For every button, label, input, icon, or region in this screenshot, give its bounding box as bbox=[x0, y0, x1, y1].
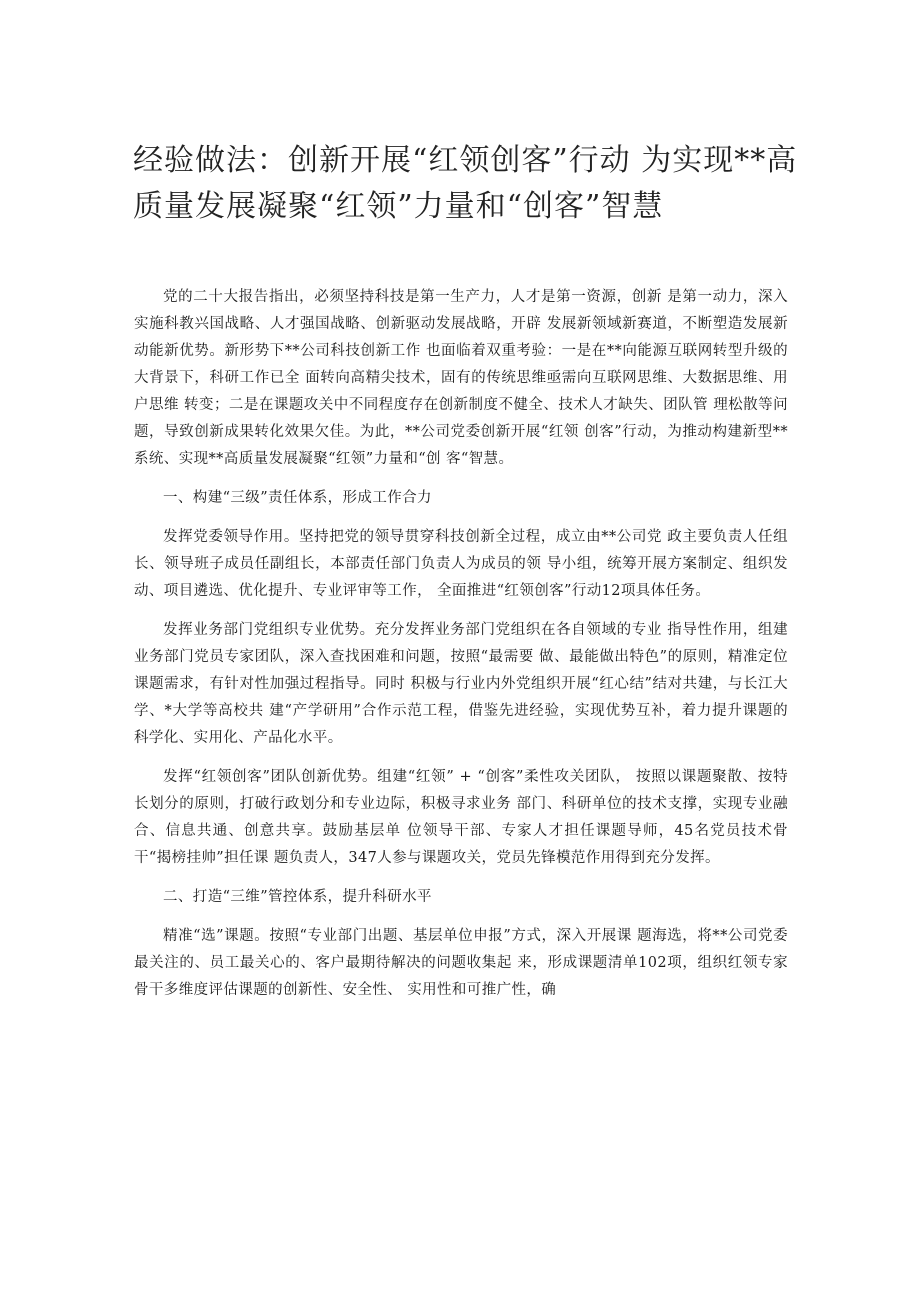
document-body bbox=[134, 284, 788, 1016]
section-1-paragraph-1: 发挥党委领导作用。坚持把党的领导贯穿科技创新全过程，成立由**公司党 政主要负责人任组长、领导班子成员任副组长，本部责任部门负责人为成员的领 导小组，统筹开展方案制定、组织发动、项目遴选、优化提升、专业评审等工作， 全面推进“红领创客”行动12项具体任务。 bbox=[134, 529, 788, 599]
section-1-paragraph-2: 发挥业务部门党组织专业优势。充分发挥业务部门党组织在各自领域的专业 指导性作用，组建业务部门党员专家团队，深入查找困难和问题，按照“最需要 做、最能做出特色”的原则，精准定位课题需求，有针对性加强过程指导。同时 积极与行业内外党组织开展“红心结”结对共建，与长江大学、*大学等高校共 建“产学研用”合作示范工程，借鉴先进经验，实现优势互补，着力提升课题的 科学化、实用化、产品化水平。 bbox=[134, 622, 788, 746]
title-line-2: 质量发展凝聚“红领”力量和“创客”智慧 bbox=[133, 189, 664, 224]
title-line-1: 经验做法：创新开展“红领创客”行动 为实现**高 bbox=[133, 143, 798, 178]
document-title bbox=[133, 138, 798, 230]
section-1-paragraph-3: 发挥“红领创客”团队创新优势。组建“红领” + “创客”柔性攻关团队， 按照以课题聚散、按特长划分的原则，打破行政划分和专业边际，积极寻求业务 部门、科研单位的技术支撑，实现专业融合、信息共通、创意共享。鼓励基层单 位领导干部、专家人才担任课题导师，45名党员技术骨干“揭榜挂帅”担任课 题负责人，347人参与课题攻关，党员先锋模范作用得到充分发挥。 bbox=[134, 769, 788, 866]
intro-paragraph: 党的二十大报告指出，必须坚持科技是第一生产力，人才是第一资源，创新 是第一动力，深入实施科教兴国战略、人才强国战略、创新驱动发展战略，开辟 发展新领域新赛道，不断塑造发展新动能新优势。新形势下**公司科技创新工作 也面临着双重考验：一是在**向能源互联网转型升级的大背景下，科研工作已全 面转向高精尖技术，固有的传统思维亟需向互联网思维、大数据思维、用户思维 转变；二是在课题攻关中不同程度存在创新制度不健全、技术人才缺失、团队管 理松散等问题，导致创新成果转化效果欠佳。为此，**公司党委创新开展“红领 创客”行动，为推动构建新型**系统、实现**高质量发展凝聚“红领”力量和“创 客“智慧。 bbox=[134, 289, 788, 467]
section-2-heading: 二、打造“三维”管控体系，提升科研水平 bbox=[163, 889, 432, 905]
section-2-paragraph-1: 精准“选”课题。按照“专业部门出题、基层单位申报”方式，深入开展课 题海选，将**公司党委最关注的、员工最关心的、客户最期待解决的问题收集起 来，形成课题清单102项，组织红领专家骨干多维度评估课题的创新性、安全性、 实用性和可推广性，确 bbox=[134, 928, 788, 998]
section-1-heading: 一、构建“三级”责任体系，形成工作合力 bbox=[163, 490, 432, 506]
